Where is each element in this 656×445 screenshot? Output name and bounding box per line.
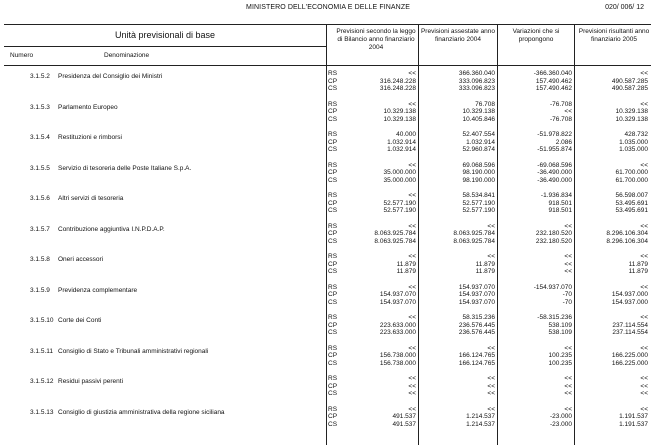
cell-value: 2.086	[555, 138, 572, 146]
cell-value: 11.879	[628, 268, 648, 275]
cell-value: -58.315.236	[537, 314, 572, 321]
cell-value: <<	[487, 382, 495, 390]
row-number: 3.1.5.4	[30, 134, 50, 141]
cell-value: 538.109	[548, 329, 572, 336]
cell-value: 236.576.445	[458, 329, 495, 336]
cell-value: <<	[640, 314, 648, 321]
cell-value: <<	[564, 222, 572, 230]
row-type-label: CS	[328, 390, 338, 397]
cell-value: 154.937.070	[379, 291, 416, 298]
row-type-label: RS	[328, 131, 338, 138]
cell-value: 538.109	[548, 321, 572, 329]
cell-value: 918.501	[548, 199, 572, 207]
row-type-label: CS	[328, 420, 338, 428]
cell-value: 10.329.138	[615, 115, 648, 123]
row-type-label: RS	[328, 192, 338, 199]
cell-value: 58.534.841	[462, 192, 495, 199]
cell-value: 236.576.445	[458, 321, 495, 329]
row-type-label: RS	[328, 161, 338, 169]
cell-value: <<	[640, 70, 648, 77]
cell-value: <<	[564, 268, 572, 275]
cell-value: <<	[640, 405, 648, 413]
cell-value: 1.191.537	[619, 420, 648, 428]
cell-value: 154.937.070	[458, 283, 495, 291]
cell-value: <<	[408, 314, 416, 321]
cell-value: 1.032.914	[387, 146, 416, 153]
cell-value: <<	[487, 344, 495, 352]
cell-value: -36.490.000	[537, 169, 572, 176]
cell-value: <<	[487, 390, 495, 397]
row-type-label: CP	[328, 260, 338, 268]
cell-value: <<	[564, 390, 572, 397]
cell-value: <<	[564, 375, 572, 382]
cell-value: 58.315.236	[462, 314, 495, 321]
cell-value: 918.501	[548, 207, 572, 214]
cell-value: 61.700.000	[615, 169, 648, 176]
cell-value: 98.190.000	[462, 169, 495, 176]
cell-value: 56.598.007	[615, 192, 648, 199]
cell-value: 53.495.691	[615, 207, 648, 214]
row-number: 3.1.5.11	[30, 347, 54, 355]
row-type-label: CP	[328, 108, 338, 115]
row-denominazione: Residui passivi perenti	[58, 378, 124, 385]
cell-value: <<	[640, 100, 648, 108]
row-type-label: CS	[328, 176, 338, 184]
row-type-label: RS	[328, 344, 338, 352]
row-type-label: CS	[328, 146, 338, 153]
row-type-label: CS	[328, 237, 338, 245]
cell-value: 10.329.138	[462, 108, 495, 115]
cell-value: 237.114.554	[612, 321, 648, 329]
cell-value: <<	[487, 253, 495, 260]
cell-value: 232.180.520	[535, 237, 572, 245]
cell-value: <<	[408, 405, 416, 413]
col-divider	[574, 24, 575, 445]
cell-value: -23.000	[549, 413, 572, 420]
header-divider	[4, 46, 326, 47]
cell-value: -76.708	[549, 100, 572, 108]
cell-value: <<	[408, 283, 416, 291]
row-type-label: CS	[328, 115, 338, 123]
cell-value: 52.577.190	[462, 207, 495, 214]
cell-value: <<	[564, 253, 572, 260]
cell-value: -51.978.822	[537, 131, 572, 138]
row-type-label: CP	[328, 199, 338, 207]
row-type-label: CS	[328, 268, 338, 275]
row-number: 3.1.5.10	[30, 317, 54, 324]
cell-value: <<	[564, 344, 572, 352]
cell-value: -70	[562, 298, 572, 306]
cell-value: <<	[408, 70, 416, 77]
row-type-label: CP	[328, 77, 338, 85]
cell-value: 157.490.462	[535, 85, 572, 92]
cell-value: 428.732	[624, 131, 648, 138]
cell-value: 154.937.070	[458, 291, 495, 298]
cell-value: 1.035.000	[619, 138, 648, 146]
row-denominazione: Parlamento Europeo	[58, 103, 118, 111]
row-type-label: CP	[328, 138, 338, 146]
cell-value: -76.708	[549, 115, 572, 123]
cell-value: 333.096.823	[458, 77, 495, 85]
cell-value: <<	[408, 222, 416, 230]
col-heading-bilancio-2004: Previsioni secondo la leggo di Bilancio anno finanziario 2004	[336, 28, 416, 51]
col-divider	[418, 24, 419, 445]
cell-value: 10.329.138	[615, 108, 648, 115]
row-denominazione: Restituzioni e rimborsi	[58, 134, 122, 141]
cell-value: 1.214.537	[466, 420, 495, 428]
row-type-label: RS	[328, 70, 338, 77]
cell-value: <<	[640, 390, 648, 397]
page-code: 020/ 006/ 12	[605, 4, 644, 11]
cell-value: 11.879	[475, 260, 495, 268]
cell-value: -1.936.834	[540, 192, 572, 199]
cell-value: 10.329.138	[383, 115, 416, 123]
row-type-label: CP	[328, 291, 338, 298]
cell-value: 491.537	[392, 420, 416, 428]
cell-value: 166.225.000	[611, 359, 648, 367]
cell-value: 98.190.000	[462, 176, 495, 184]
cell-value: 100.235	[548, 359, 572, 367]
row-denominazione: Consiglio di giustizia amministrativa della regione siciliana	[58, 408, 225, 416]
cell-value: 52.407.554	[462, 131, 495, 138]
cell-value: 10.405.846	[462, 115, 495, 123]
row-denominazione: Contribuzione aggiuntiva I.N.P.D.A.P.	[58, 225, 165, 233]
cell-value: 53.495.691	[615, 199, 648, 207]
cell-value: <<	[564, 260, 572, 268]
row-number: 3.1.5.2	[30, 73, 50, 80]
row-denominazione: Altri servizi di tesoreria	[58, 195, 124, 202]
row-type-label: CS	[328, 329, 338, 336]
row-type-label: RS	[328, 405, 338, 413]
row-type-label: CP	[328, 413, 338, 420]
row-type-label: RS	[328, 222, 338, 230]
cell-value: 366.360.040	[458, 70, 495, 77]
cell-value: <<	[408, 100, 416, 108]
row-type-label: CS	[328, 207, 338, 214]
cell-value: 8.063.925.784	[374, 230, 416, 237]
cell-value: 1.032.914	[466, 138, 495, 146]
numero-heading: Numero	[10, 52, 34, 59]
row-type-label: RS	[328, 100, 338, 108]
cell-value: <<	[564, 108, 572, 115]
col-divider	[497, 24, 498, 445]
cell-value: <<	[564, 382, 572, 390]
cell-value: 76.708	[475, 100, 495, 108]
cell-value: <<	[640, 222, 648, 230]
cell-value: <<	[408, 390, 416, 397]
row-type-label: RS	[328, 314, 338, 321]
cell-value: 316.248.228	[379, 77, 416, 85]
cell-value: 1.035.000	[619, 146, 648, 153]
cell-value: 40.000	[396, 131, 416, 138]
cell-value: 154.937.070	[379, 298, 416, 306]
cell-value: 156.738.000	[379, 352, 416, 359]
row-type-label: CP	[328, 352, 338, 359]
cell-value: <<	[640, 253, 648, 260]
cell-value: 100.235	[548, 352, 572, 359]
cell-value: 35.000.000	[383, 176, 416, 184]
cell-value: <<	[408, 344, 416, 352]
row-type-label: RS	[328, 283, 338, 291]
cell-value: <<	[640, 375, 648, 382]
cell-value: 11.879	[396, 268, 416, 275]
row-type-label: CP	[328, 382, 338, 390]
cell-value: 237.114.554	[612, 329, 648, 336]
cell-value: 11.879	[628, 260, 648, 268]
cell-value: -23.000	[549, 420, 572, 428]
row-denominazione: Corte dei Conti	[58, 317, 102, 324]
cell-value: 154.937.000	[611, 298, 648, 306]
col-heading-risultanti-2005: Previsioni risultanti anno finanziario 2005	[578, 28, 650, 43]
row-number: 3.1.5.7	[30, 225, 50, 233]
row-type-label: CP	[328, 230, 338, 237]
cell-value: <<	[408, 161, 416, 169]
cell-value: 69.068.596	[462, 161, 495, 169]
row-number: 3.1.5.9	[30, 286, 50, 294]
row-denominazione: Previdenza complementare	[58, 286, 138, 294]
ministry-title: MINISTERO DELL'ECONOMIA E DELLE FINANZE	[246, 4, 410, 11]
row-number: 3.1.5.12	[30, 378, 54, 385]
cell-value: 8.063.925.784	[453, 237, 495, 245]
row-number: 3.1.5.13	[30, 408, 54, 416]
row-denominazione: Servizio di tesoreria delle Poste Italiane S.p.A.	[58, 164, 192, 172]
row-type-label: CS	[328, 85, 338, 92]
cell-value: 316.248.228	[379, 85, 416, 92]
row-number: 3.1.5.8	[30, 256, 50, 263]
units-heading: Unità previsionali di base	[114, 30, 216, 40]
cell-value: <<	[640, 344, 648, 352]
cell-value: 223.633.000	[379, 329, 416, 336]
cell-value: 11.879	[475, 268, 495, 275]
cell-value: 8.063.925.784	[453, 230, 495, 237]
row-number: 3.1.5.6	[30, 195, 50, 202]
cell-value: -70	[562, 291, 572, 298]
cell-value: 154.937.000	[611, 291, 648, 298]
row-type-label: CP	[328, 321, 338, 329]
row-type-label: RS	[328, 253, 338, 260]
cell-value: 1.191.537	[619, 413, 648, 420]
cell-value: <<	[487, 222, 495, 230]
row-number: 3.1.5.3	[30, 103, 50, 111]
cell-value: 52.577.190	[462, 199, 495, 207]
cell-value: 52.960.874	[462, 146, 495, 153]
cell-value: 490.587.285	[611, 85, 648, 92]
col-heading-assestate-2004: Previsioni assestate anno finanziario 2004	[420, 28, 496, 43]
cell-value: <<	[408, 375, 416, 382]
cell-value: 10.329.138	[383, 108, 416, 115]
cell-value: 333.096.823	[458, 85, 495, 92]
cell-value: 52.577.190	[383, 199, 416, 207]
cell-value: <<	[408, 253, 416, 260]
cell-value: 157.490.462	[535, 77, 572, 85]
cell-value: 490.587.285	[611, 77, 648, 85]
cell-value: 8.296.106.304	[606, 237, 648, 245]
row-denominazione: Oneri accessori	[58, 256, 104, 263]
cell-value: 35.000.000	[383, 169, 416, 176]
cell-value: <<	[640, 283, 648, 291]
cell-value: 156.738.000	[379, 359, 416, 367]
cell-value: <<	[564, 405, 572, 413]
cell-value: -69.068.596	[537, 161, 572, 169]
row-number: 3.1.5.5	[30, 164, 50, 172]
cell-value: <<	[640, 382, 648, 390]
cell-value: 11.879	[396, 260, 416, 268]
cell-value: <<	[487, 375, 495, 382]
cell-value: 1.214.537	[466, 413, 495, 420]
row-type-label: CS	[328, 359, 338, 367]
cell-value: 491.537	[392, 413, 416, 420]
cell-value: -36.490.000	[537, 176, 572, 184]
row-type-label: CP	[328, 169, 338, 176]
cell-value: 166.124.765	[458, 359, 495, 367]
row-denominazione: Consiglio di Stato e Tribunali amministrativi regionali	[58, 347, 209, 355]
cell-value: <<	[487, 405, 495, 413]
cell-value: <<	[408, 382, 416, 390]
cell-value: 8.063.925.784	[374, 237, 416, 245]
cell-value: 52.577.190	[383, 207, 416, 214]
row-type-label: RS	[328, 375, 338, 382]
row-denominazione: Presidenza del Consiglio dei Ministri	[58, 73, 163, 80]
row-type-label: CS	[328, 298, 338, 306]
cell-value: 232.180.520	[535, 230, 572, 237]
cell-value: <<	[640, 161, 648, 169]
cell-value: 166.225.000	[611, 352, 648, 359]
cell-value: 223.633.000	[379, 321, 416, 329]
cell-value: 8.296.106.304	[606, 230, 648, 237]
col-divider	[326, 24, 327, 445]
cell-value: -366.360.040	[533, 70, 572, 77]
denominazione-heading: Denominazione	[104, 52, 150, 59]
cell-value: -154.937.070	[533, 283, 572, 291]
cell-value: 1.032.914	[387, 138, 416, 146]
col-heading-variazioni: Variazioni che si propongono	[512, 28, 560, 43]
cell-value: 154.937.070	[458, 298, 495, 306]
cell-value: 166.124.765	[458, 352, 495, 359]
cell-value: -51.955.874	[537, 146, 572, 153]
cell-value: 61.700.000	[615, 176, 648, 184]
cell-value: <<	[408, 192, 416, 199]
